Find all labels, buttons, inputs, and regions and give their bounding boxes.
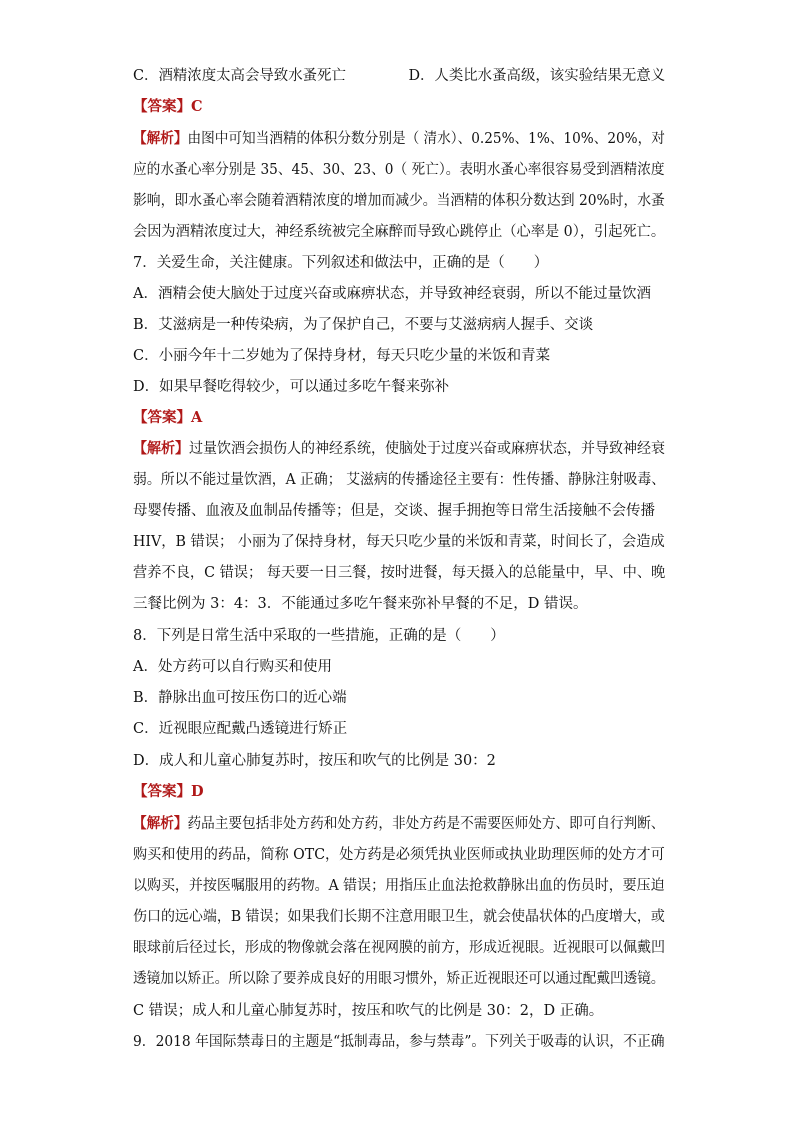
q6-answer <box>133 97 203 117</box>
answer-value: D <box>191 783 204 800</box>
q7-analysis-line: 母婴传播、血液及血制品传播等；但是，交谈、握手拥抱等日常生活接触不会传播 <box>133 503 655 519</box>
q7-analysis-line: 弱。所以不能过量饮酒，A 正确； 艾滋病的传播途径主要有：性传播、静脉注射吸毒、 <box>133 472 666 488</box>
answer-tag: 【答案】 <box>133 98 191 115</box>
q8-analysis-line: C 错误；成人和儿童心肺复苏时，按压和吹气的比例是 30：2，D 正确。 <box>133 1003 604 1019</box>
q8-option-c: C．近视眼应配戴凸透镜进行矫正 <box>133 721 348 737</box>
q6-analysis-line <box>133 129 665 149</box>
analysis-tag: 【解析】 <box>133 130 188 147</box>
analysis-text: 过量饮酒会损伤人的神经系统，使脑处于过度兴奋或麻痹状态，并导致神经衰 <box>188 441 665 457</box>
q8-analysis-line: 伤口的远心端，B 错误；如果我们长期不注意用眼卫生，就会使晶状体的凸度增大，或 <box>133 909 665 925</box>
q7-stem: 7．关爱生命，关注健康。下列叙述和做法中，正确的是（ ） <box>133 255 549 271</box>
analysis-text: 由图中可知当酒精的体积分数分别是（ 清水）、0.25%、1%、10%、20%，对 <box>187 131 665 147</box>
q6-analysis-line: 应的水蚤心率分别是 35、45、30、23、0（ 死亡）。表明水蚤心率很容易受到酒精浓度 <box>133 162 665 178</box>
q7-answer <box>133 408 202 428</box>
q6-analysis-line: 影响，即水蚤心率会随着酒精浓度的增加而减少。当酒精的体积分数达到 20%时，水蚤 <box>133 193 665 209</box>
q9-stem: 9．2018 年国际禁毒日的主题是“抵制毒品，参与禁毒”。下列关于吸毒的认识，不正确 <box>133 1034 665 1050</box>
q7-analysis-line <box>133 439 665 459</box>
analysis-text: 药品主要包括非处方药和处方药，非处方药是不需要医师处方、即可自行判断、 <box>187 816 665 832</box>
q8-option-d: D．成人和儿童心肺复苏时，按压和吹气的比例是 30：2 <box>133 753 496 769</box>
answer-value: C <box>191 98 203 115</box>
q8-analysis-line <box>133 814 665 834</box>
q7-option-b: B．艾滋病是一种传染病，为了保护自己，不要与艾滋病病人握手、交谈 <box>133 317 594 333</box>
q7-analysis-line: 三餐比例为 3：4：3．不能通过多吃午餐来弥补早餐的不足，D 错误。 <box>133 596 588 612</box>
q7-option-d: D．如果早餐吃得较少，可以通过多吃午餐来弥补 <box>133 379 450 395</box>
q8-analysis-line: 透镜加以矫正。所以除了要养成良好的用眼习惯外，矫正近视眼还可以通过配戴凹透镜。 <box>133 971 665 987</box>
q6-analysis-line: 会因为酒精浓度过大，神经系统被完全麻醉而导致心跳停止（心率是 0），引起死亡。 <box>133 224 666 240</box>
q7-analysis-line: 营养不良，C 错误； 每天要一日三餐，按时进餐，每天摄入的总能量中，早、中、晚 <box>133 565 666 581</box>
answer-value: A <box>191 409 203 426</box>
q8-analysis-line: 以购买，并按医嘱服用的药物。A 错误；用指压止血法抢救静脉出血的伤员时，要压迫 <box>133 878 665 894</box>
q7-option-c: C．小丽今年十二岁她为了保持身材，每天只吃少量的米饭和青菜 <box>133 348 551 364</box>
analysis-tag: 【解析】 <box>133 440 189 457</box>
q6-option-row <box>133 66 666 86</box>
q7-analysis-line: HIV，B 错误； 小丽为了保持身材，每天只吃少量的米饭和青菜，时间长了，会造成 <box>133 534 665 550</box>
q8-option-a: A．处方药可以自行购买和使用 <box>133 659 332 675</box>
q8-stem: 8．下列是日常生活中采取的一些措施，正确的是（ ） <box>133 628 505 644</box>
answer-tag: 【答案】 <box>133 783 191 800</box>
q6-option-d: D．人类比水蚤高级，该实验结果无意义 <box>408 68 666 84</box>
q8-option-b: B．静脉出血可按压伤口的近心端 <box>133 690 347 706</box>
analysis-tag: 【解析】 <box>133 815 188 832</box>
q6-option-c: C．酒精浓度太高会导致水蚤死亡 <box>133 68 346 84</box>
q8-analysis-line: 眼球前后径过长，形成的物像就会落在视网膜的前方，形成近视眼。近视眼可以佩戴凹 <box>133 940 665 956</box>
q8-answer <box>133 782 204 802</box>
answer-tag: 【答案】 <box>133 409 191 426</box>
q8-analysis-line: 购买和使用的药品，简称 OTC，处方药是必须凭执业医师或执业助理医师的处方才可 <box>133 847 665 863</box>
q7-option-a: A．酒精会使大脑处于过度兴奋或麻痹状态，并导致神经衰弱，所以不能过量饮酒 <box>133 286 651 302</box>
